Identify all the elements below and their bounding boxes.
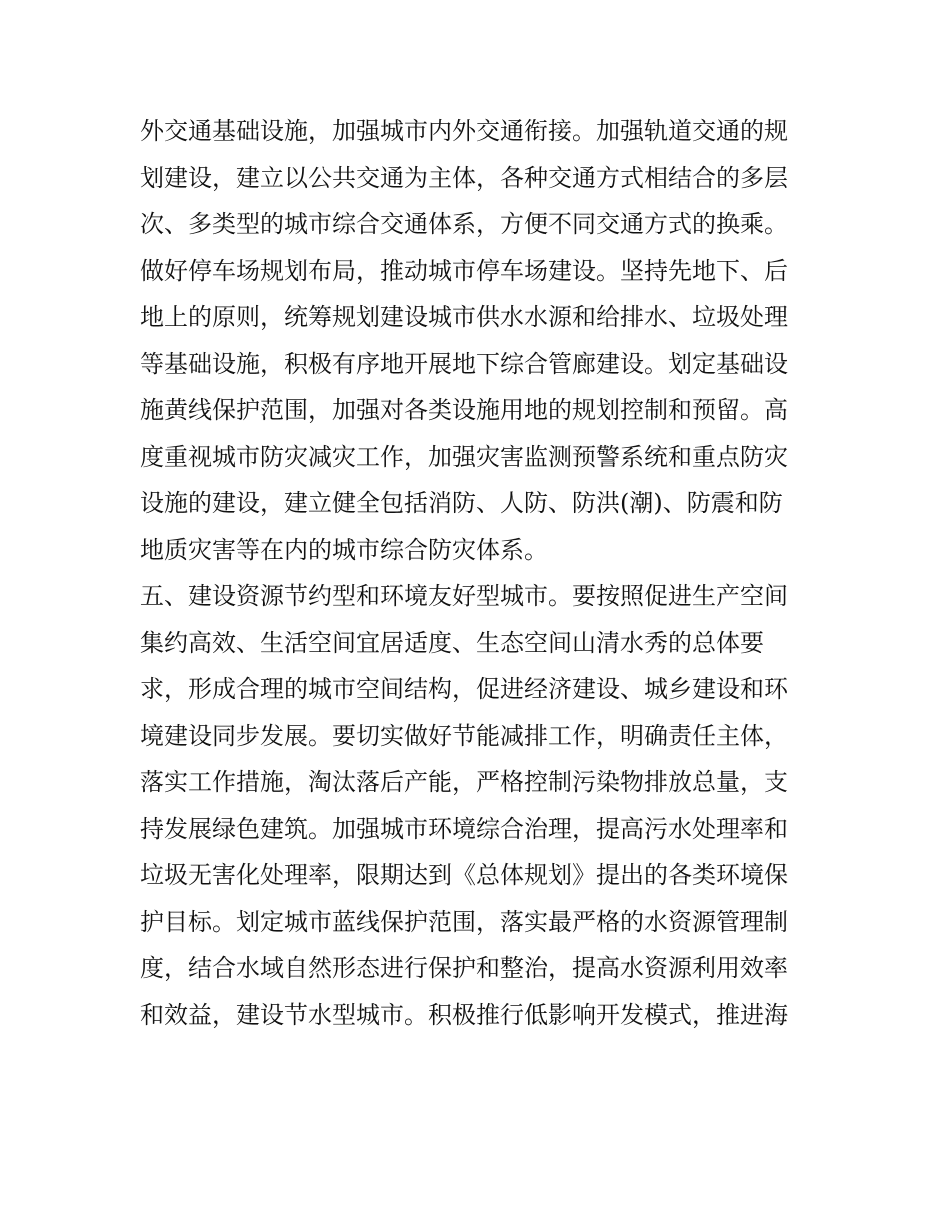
text-line: 度，结合水域自然形态进行保护和整治，提高水资源利用效率 [140,954,788,982]
text-line: 护目标。划定城市蓝线保护范围，落实最严格的水资源管理制 [140,907,788,936]
text-line: 持发展绿色建筑。加强城市环境综合治理，提高污水处理率和 [140,814,788,843]
text-line: 求，形成合理的城市空间结构，促进经济建设、城乡建设和环 [140,675,788,703]
text-line: 做好停车场规划布局，推动城市停车场建设。坚持先地下、后 [140,256,788,285]
text-line: 等基础设施，积极有序地开展地下综合管廊建设。划定基础设 [140,349,788,378]
text-line: 境建设同步发展。要切实做好节能减排工作，明确责任主体， [140,721,788,750]
text-line: 划建设，建立以公共交通为主体，各种交通方式相结合的多层 [140,163,788,192]
text-line: 设施的建设，建立健全包括消防、人防、防洪(潮)、防震和防 [140,489,783,517]
text-line: 和效益，建设节水型城市。积极推行低影响开发模式，推进海 [140,1000,788,1029]
section-heading-line: 五、建设资源节约型和环境友好型城市。要按照促进生产空间 [140,582,788,610]
text-line: 外交通基础设施，加强城市内外交通衔接。加强轨道交通的规 [140,117,788,145]
text-line: 垃圾无害化处理率，限期达到《总体规划》提出的各类环境保 [140,861,788,889]
body-text [140,108,820,1038]
text-line: 集约高效、生活空间宜居适度、生态空间山清水秀的总体要 [140,628,764,657]
text-line: 度重视城市防灾减灾工作，加强灾害监测预警系统和重点防灾 [140,442,788,471]
text-line: 施黄线保护范围，加强对各类设施用地的规划控制和预留。高 [140,396,788,424]
text-line: 落实工作措施，淘汰落后产能，严格控制污染物排放总量，支 [140,768,788,796]
text-line: 次、多类型的城市综合交通体系，方便不同交通方式的换乘。 [140,210,788,238]
text-line: 地质灾害等在内的城市综合防灾体系。 [140,535,548,564]
text-line: 地上的原则，统筹规划建设城市供水水源和给排水、垃圾处理 [140,303,788,331]
